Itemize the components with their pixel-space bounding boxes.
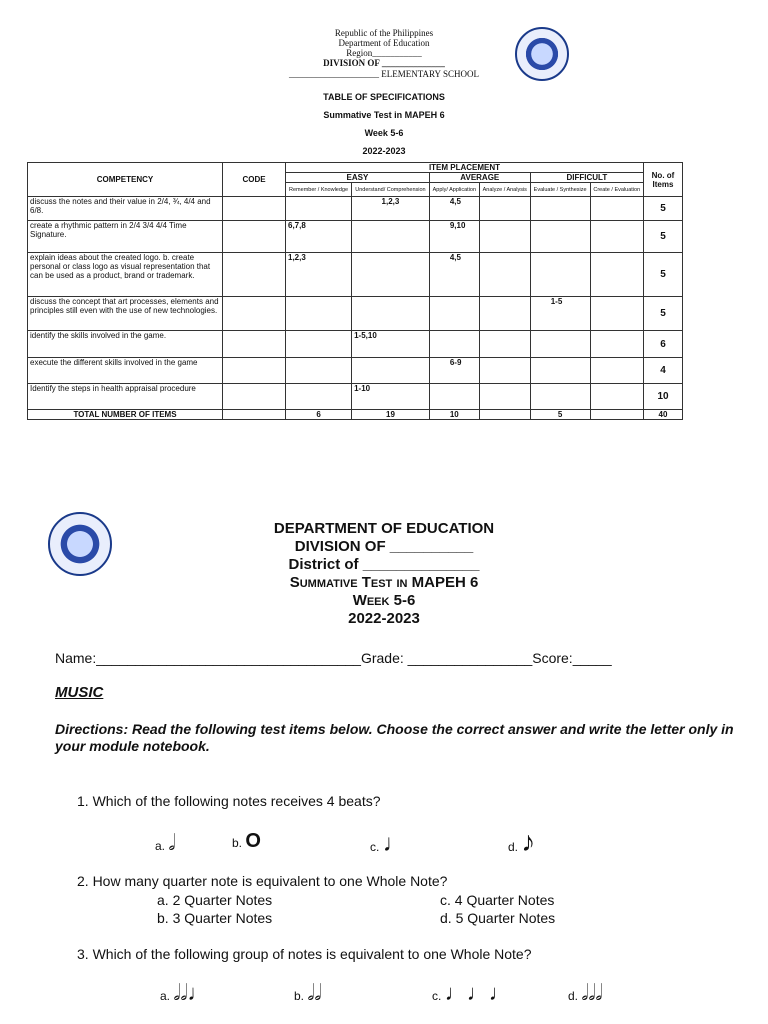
- competency-cell: explain ideas about the created logo. b. create personal or class logo as visual representation that can be used as a product, brand or trademark.: [28, 253, 223, 297]
- items-count: 6: [644, 331, 683, 358]
- col-no-items: No. of Items: [644, 163, 683, 197]
- directions: Directions: Read the following test items below. Choose the correct answer and write the letter only in your module notebook.: [55, 721, 734, 754]
- col-code: CODE: [223, 163, 286, 197]
- q1-option-d: [508, 826, 535, 858]
- cell: [479, 297, 530, 331]
- cell: [429, 384, 479, 410]
- header-school: ____________________ ELEMENTARY SCHOOL: [289, 69, 479, 79]
- cell: [352, 358, 430, 384]
- q3-option-d: [568, 980, 602, 1006]
- half-note-icon: 𝅗𝅥: [168, 830, 176, 855]
- notes-group-icon: 𝅗𝅥𝅗𝅥: [307, 980, 322, 1005]
- items-count: 5: [644, 221, 683, 253]
- items-count: 10: [644, 384, 683, 410]
- cell: 1,2,3: [352, 197, 430, 221]
- items-count: 5: [644, 197, 683, 221]
- cell: 4,5: [429, 197, 479, 221]
- cell: [479, 410, 530, 420]
- cell: [530, 253, 590, 297]
- sub-create: Create / Evaluation: [590, 183, 644, 197]
- table-row: [28, 221, 683, 253]
- cell: [479, 221, 530, 253]
- cell: [590, 221, 644, 253]
- items-count: 5: [644, 297, 683, 331]
- question-3: 3. Which of the following group of notes is equivalent to one Whole Note?: [77, 946, 532, 962]
- cell: 6,7,8: [286, 221, 352, 253]
- q2-option-d: d. 5 Quarter Notes: [440, 910, 556, 926]
- test-district: District of ______________: [288, 556, 480, 573]
- cell: 9,10: [429, 221, 479, 253]
- items-count: 4: [644, 358, 683, 384]
- cell: [590, 197, 644, 221]
- competency-cell: identify the skills involved in the game.: [28, 331, 223, 358]
- header-region: Region___________: [346, 48, 422, 58]
- total-label: TOTAL NUMBER OF ITEMS: [28, 410, 223, 420]
- col-competency: COMPETENCY: [28, 163, 223, 197]
- cell: 5: [530, 410, 590, 420]
- cell: 19: [352, 410, 430, 420]
- sub-evaluate: Evaluate / Synthesize: [530, 183, 590, 197]
- cell: [286, 297, 352, 331]
- sub-analyze: Analyze / Analysis: [479, 183, 530, 197]
- header-republic: Republic of the Philippines: [334, 28, 434, 38]
- cell: [429, 297, 479, 331]
- cell: [530, 331, 590, 358]
- q2-option-b: b. 3 Quarter Notes: [157, 910, 273, 926]
- question-1: 1. Which of the following notes receives 4 beats?: [77, 793, 381, 809]
- notes-group-icon: 𝅗𝅥𝅗𝅥♩: [173, 980, 210, 1005]
- q3-option-b: [294, 980, 321, 1006]
- cell: 6-9: [429, 358, 479, 384]
- cell: 1-10: [352, 384, 430, 410]
- whole-note-icon: O: [245, 830, 261, 852]
- cell: 1,2,3: [286, 253, 352, 297]
- cell: [286, 197, 352, 221]
- cell: [590, 331, 644, 358]
- competency-cell: discuss the notes and their value in 2/4, ¾, 4/4 and 6/8.: [28, 197, 223, 221]
- cell: [590, 297, 644, 331]
- cell: [530, 384, 590, 410]
- total-count: 40: [644, 410, 683, 420]
- cell: [286, 358, 352, 384]
- cell: [286, 331, 352, 358]
- test-title: Summative Test in MAPEH 6: [289, 574, 479, 591]
- option-letter: a.: [160, 989, 171, 1003]
- q1-option-c: [370, 830, 407, 858]
- cell: [530, 221, 590, 253]
- cell: [479, 197, 530, 221]
- option-letter: a.: [155, 839, 166, 853]
- table-row: [28, 253, 683, 297]
- tos-week: Week 5-6: [364, 128, 404, 138]
- q3-option-a: [160, 980, 209, 1006]
- test-division: DIVISION OF __________: [294, 538, 474, 555]
- header-division: DIVISION OF ______________: [323, 58, 445, 68]
- col-difficult: DIFFICULT: [530, 173, 643, 183]
- cell: 1-5: [530, 297, 590, 331]
- competency-cell: discuss the concept that art processes, elements and principles still even with the use of new technologies.: [28, 297, 223, 331]
- q1-option-a: [155, 830, 175, 856]
- sub-apply: Apply/ Application: [429, 183, 479, 197]
- cell: 4,5: [429, 253, 479, 297]
- table-row: [28, 331, 683, 358]
- cell: [479, 253, 530, 297]
- test-year: 2022-2023: [348, 610, 420, 627]
- cell: [590, 410, 644, 420]
- q3-option-c: [432, 980, 511, 1006]
- cell: [479, 358, 530, 384]
- table-row: [28, 297, 683, 331]
- cell: [352, 221, 430, 253]
- competency-cell: execute the different skills involved in the game: [28, 358, 223, 384]
- cell: [286, 384, 352, 410]
- option-letter: d.: [508, 840, 519, 854]
- q1-option-b: [232, 830, 261, 853]
- col-average: AVERAGE: [429, 173, 530, 183]
- cell: 1-5,10: [352, 331, 430, 358]
- items-count: 5: [644, 253, 683, 297]
- competency-cell: create a rhythmic pattern in 2/4 3/4 4/4 Time Signature.: [28, 221, 223, 253]
- tos-subtitle: Summative Test in MAPEH 6: [323, 110, 445, 120]
- cell: [479, 331, 530, 358]
- cell: [530, 358, 590, 384]
- cell: [530, 197, 590, 221]
- table-row: [28, 197, 683, 221]
- eighth-note-icon: ♪: [521, 826, 536, 857]
- cell: [590, 384, 644, 410]
- q2-option-a: a. 2 Quarter Notes: [157, 892, 273, 908]
- option-letter: d.: [568, 989, 579, 1003]
- quarter-note-icon: ♩: [382, 830, 407, 857]
- sub-remember: Remember / Knowledge: [286, 183, 352, 197]
- cell: [352, 297, 430, 331]
- cell: [429, 331, 479, 358]
- cell: 10: [429, 410, 479, 420]
- col-easy: EASY: [286, 173, 430, 183]
- test-week: Week 5-6: [352, 592, 416, 609]
- test-dept: DEPARTMENT OF EDUCATION: [273, 520, 495, 537]
- table-of-specifications: [27, 162, 683, 420]
- name-grade-score-line: Name:__________________________________Grade: ________________Score:_____: [55, 650, 612, 666]
- notes-group-icon: 𝅗𝅥𝅗𝅥𝅗𝅥: [581, 980, 603, 1005]
- deped-seal-icon: [515, 27, 569, 81]
- cell: 6: [286, 410, 352, 420]
- notes-group-icon: ♩♩♩: [444, 980, 511, 1005]
- section-music: MUSIC: [55, 684, 104, 701]
- cell: [590, 358, 644, 384]
- table-row: [28, 384, 683, 410]
- cell: [479, 384, 530, 410]
- option-letter: c.: [432, 989, 442, 1003]
- competency-cell: Identify the steps in health appraisal procedure: [28, 384, 223, 410]
- cell: [352, 253, 430, 297]
- header-deped: Department of Education: [338, 38, 430, 48]
- sub-understand: Understand/ Comprehension: [352, 183, 430, 197]
- cell: [590, 253, 644, 297]
- tos-year: 2022-2023: [362, 146, 406, 156]
- option-letter: b.: [294, 989, 305, 1003]
- option-letter: b.: [232, 836, 243, 850]
- col-item-placement: ITEM PLACEMENT: [286, 163, 644, 173]
- question-2: 2. How many quarter note is equivalent to one Whole Note?: [77, 873, 448, 889]
- table-row: [28, 358, 683, 384]
- tos-title: TABLE OF SPECIFICATIONS: [323, 92, 445, 102]
- option-letter: c.: [370, 840, 380, 854]
- total-row: [28, 410, 683, 420]
- q2-option-c: c. 4 Quarter Notes: [440, 892, 555, 908]
